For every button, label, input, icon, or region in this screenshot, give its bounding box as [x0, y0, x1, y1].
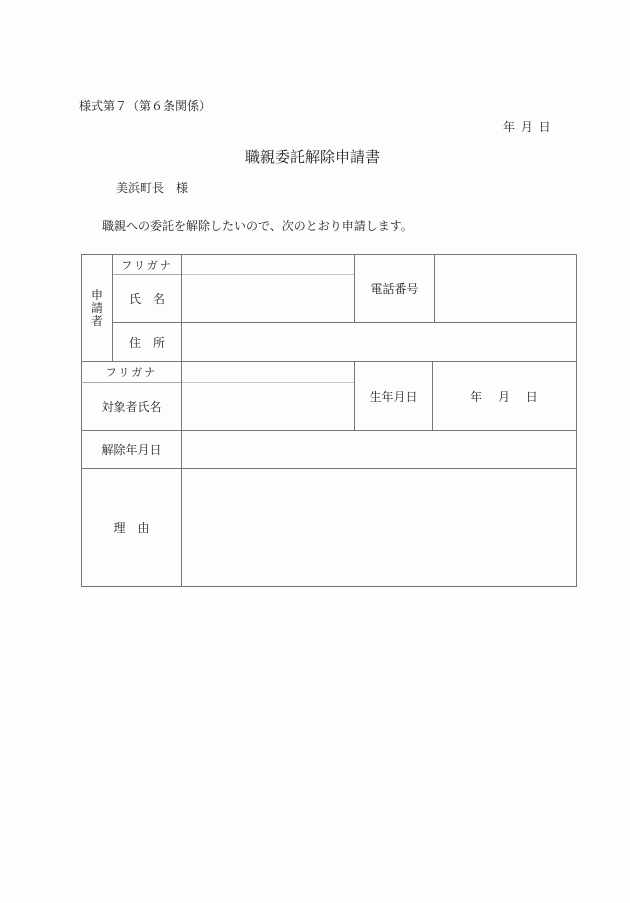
applicant-group-char: 請 — [90, 300, 103, 315]
birthdate-field[interactable]: 年 月 日 — [470, 389, 538, 404]
applicant-group-char: 申 — [90, 287, 103, 302]
applicant-group-label — [82, 255, 112, 361]
birthdate-label: 生年月日 — [369, 389, 418, 404]
applicant-phone-field[interactable] — [435, 255, 575, 322]
document-title: 職親委託解除申請書 — [245, 148, 381, 166]
applicant-name-field[interactable] — [182, 275, 354, 322]
applicant-name-label: 氏 名 — [128, 292, 165, 306]
target-name-label: 対象者氏名 — [101, 400, 162, 414]
form-number: 様式第７（第６条関係） — [79, 99, 212, 113]
applicant-group-char: 者 — [90, 313, 103, 328]
addressee: 美浜町長 様 — [116, 181, 189, 195]
cancel-date-field[interactable] — [182, 431, 575, 468]
applicant-address-field[interactable] — [182, 323, 575, 361]
applicant-address-label: 住 所 — [128, 335, 165, 350]
reason-label: 理 由 — [113, 521, 150, 535]
applicant-furigana-label: フリガナ — [121, 258, 173, 272]
target-furigana-field[interactable] — [182, 362, 354, 382]
intro-text: 職親への委託を解除したいので、次のとおり申請します。 — [102, 219, 413, 233]
phone-label: 電話番号 — [370, 282, 419, 296]
target-furigana-label: フリガナ — [105, 366, 158, 379]
cancel-date-label: 解除年月日 — [101, 443, 162, 457]
date-line: 年 月 日 — [503, 120, 551, 134]
reason-field[interactable] — [182, 469, 575, 586]
target-name-field[interactable] — [182, 383, 354, 430]
applicant-furigana-field[interactable] — [182, 255, 354, 274]
